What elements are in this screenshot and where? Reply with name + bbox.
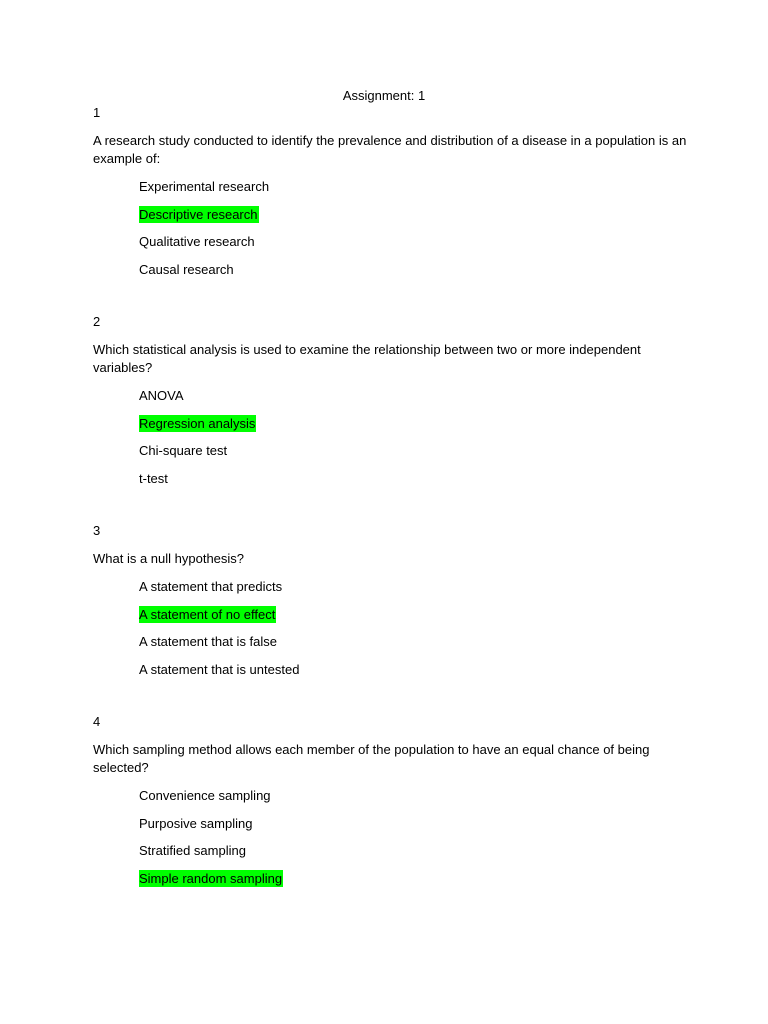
- answer-option-label: Purposive sampling: [139, 815, 253, 831]
- answer-option-label: Experimental research: [139, 179, 270, 194]
- answer-option: [139, 662, 693, 690]
- answer-options: [139, 388, 693, 498]
- question-4: [93, 714, 693, 898]
- answer-option: [139, 262, 693, 290]
- question-number: 2: [93, 314, 101, 329]
- answer-option-label: Chi-square test: [139, 443, 228, 458]
- question-number: 1: [93, 105, 101, 120]
- answer-options: [139, 579, 693, 689]
- answer-option-label: A statement that is untested: [139, 661, 300, 677]
- answer-option-label: ANOVA: [139, 388, 184, 403]
- answer-option-label: A statement of no effect: [139, 606, 276, 622]
- answer-option-highlighted: [139, 207, 693, 235]
- answer-options: [139, 788, 693, 898]
- answer-option-highlighted: [139, 871, 693, 899]
- answer-option-label: Simple random sampling: [139, 870, 283, 886]
- question-text: Which statistical analysis is used to examine the relationship between two or more independent variables?: [93, 342, 641, 375]
- answer-option-highlighted: [139, 607, 693, 635]
- answer-option-label: Causal research: [139, 261, 234, 277]
- answer-option-label: Qualitative research: [139, 234, 255, 249]
- answer-option: [139, 179, 693, 207]
- answer-option: [139, 634, 693, 662]
- question-number: 4: [93, 714, 101, 729]
- answer-option-label: Convenience sampling: [139, 788, 271, 803]
- answer-option: [139, 579, 693, 607]
- answer-option: [139, 234, 693, 262]
- question-text: What is a null hypothesis?: [93, 551, 245, 566]
- answer-option-label: A statement that predicts: [139, 579, 283, 594]
- answer-option-label: Stratified sampling: [139, 843, 246, 858]
- answer-option: [139, 843, 693, 871]
- question-number: 3: [93, 523, 101, 538]
- answer-option-highlighted: [139, 416, 693, 444]
- answer-option: [139, 788, 693, 816]
- answer-option-label: Descriptive research: [139, 206, 258, 222]
- answer-option: [139, 443, 693, 471]
- answer-option-label: A statement that is false: [139, 634, 278, 649]
- answer-option-label: t-test: [139, 470, 168, 486]
- question-text: A research study conducted to identify the prevalence and distribution of a disease in a population is an example of:: [93, 133, 687, 166]
- answer-options: [139, 179, 693, 289]
- answer-option: [139, 388, 693, 416]
- answer-option: [139, 816, 693, 844]
- page-title: Assignment: 1: [342, 88, 426, 103]
- answer-option-label: Regression analysis: [139, 415, 256, 431]
- question-1: [93, 105, 693, 289]
- question-text: Which sampling method allows each member of the population to have an equal chance of being selected?: [93, 742, 650, 775]
- answer-option: [139, 471, 693, 499]
- question-3: [93, 523, 693, 689]
- question-2: [93, 314, 693, 498]
